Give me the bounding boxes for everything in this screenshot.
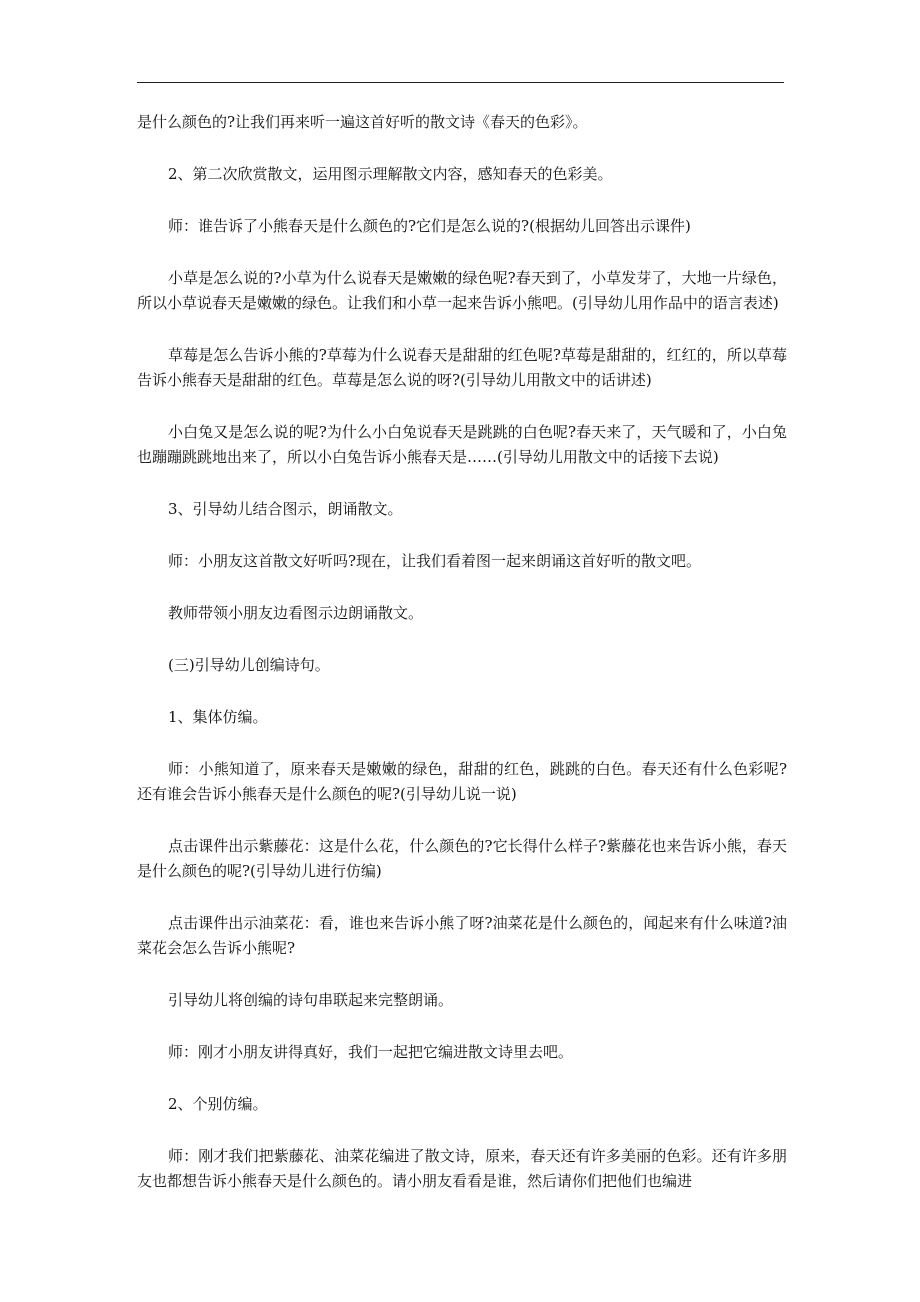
paragraph: 3、引导幼儿结合图示，朗诵散文。 (168, 500, 403, 518)
paragraph: 2、个别仿编。 (168, 1095, 268, 1113)
paragraph: 小白兔又是怎么说的呢?为什么小白兔说春天是跳跳的白色呢?春天来了，天气暖和了，小白兔也蹦蹦跳跳地出来了，所以小白兔告诉小熊春天是……(引导幼儿用散文中的话接下去说) (137, 423, 787, 466)
paragraph: 小草是怎么说的?小草为什么说春天是嫩嫩的绿色呢?春天到了，小草发芽了，大地一片绿色，所以小草说春天是嫩嫩的绿色。让我们和小草一起来告诉小熊吧。(引导幼儿用作品中的语言表述) (137, 269, 787, 312)
paragraph: 教师带领小朋友边看图示边朗诵散文。 (168, 604, 424, 622)
document-body (137, 110, 787, 1221)
header-rule (137, 82, 784, 83)
paragraph: (三)引导幼儿创编诗句。 (168, 656, 330, 674)
paragraph: 2、第二次欣赏散文，运用图示理解散文内容，感知春天的色彩美。 (168, 165, 613, 183)
paragraph: 引导幼儿将创编的诗句串联起来完整朗诵。 (168, 991, 454, 1009)
paragraph: 师：刚才小朋友讲得真好，我们一起把它编进散文诗里去吧。 (168, 1043, 574, 1061)
paragraph: 1、集体仿编。 (168, 708, 268, 726)
paragraph: 点击课件出示油菜花：看，谁也来告诉小熊了呀?油菜花是什么颜色的，闻起来有什么味道?油菜花会怎么告诉小熊呢? (137, 914, 787, 957)
paragraph: 师：谁告诉了小熊春天是什么颜色的?它们是怎么说的?(根据幼儿回答出示课件) (168, 217, 691, 235)
paragraph: 师：小朋友这首散文好听吗?现在，让我们看着图一起来朗诵这首好听的散文吧。 (168, 552, 702, 570)
paragraph: 师：刚才我们把紫藤花、油菜花编进了散文诗，原来，春天还有许多美丽的色彩。还有许多朋友也都想告诉小熊春天是什么颜色的。请小朋友看看是谁，然后请你们把他们也编进 (137, 1147, 787, 1190)
paragraph: 点击课件出示紫藤花：这是什么花，什么颜色的?它长得什么样子?紫藤花也来告诉小熊，春天是什么颜色的呢?(引导幼儿进行仿编) (137, 837, 787, 880)
paragraph: 草莓是怎么告诉小熊的?草莓为什么说春天是甜甜的红色呢?草莓是甜甜的，红红的，所以草莓告诉小熊春天是甜甜的红色。草莓是怎么说的呀?(引导幼儿用散文中的话讲述) (137, 346, 787, 389)
paragraph: 是什么颜色的?让我们再来听一遍这首好听的散文诗《春天的色彩》。 (137, 113, 588, 131)
paragraph: 师：小熊知道了，原来春天是嫩嫩的绿色，甜甜的红色，跳跳的白色。春天还有什么色彩呢?还有谁会告诉小熊春天是什么颜色的呢?(引导幼儿说一说) (137, 760, 787, 803)
